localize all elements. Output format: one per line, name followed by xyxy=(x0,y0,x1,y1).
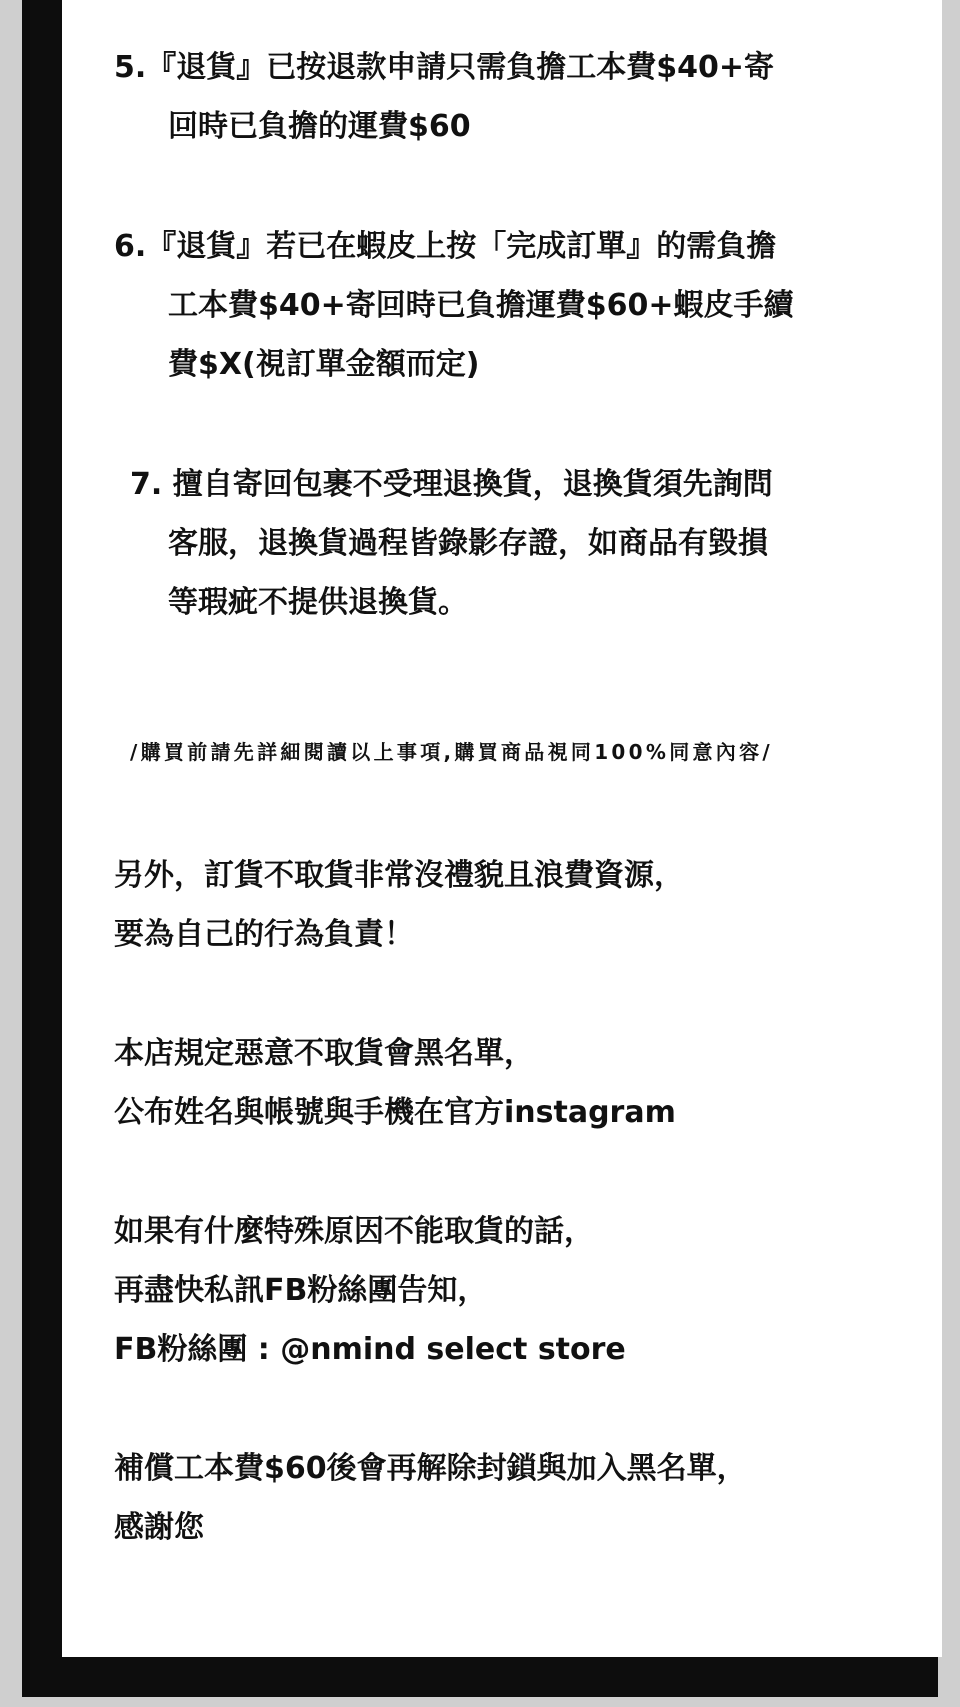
paragraph-line: 補償工本費$60後會再解除封鎖與加入黑名單， xyxy=(114,1451,747,1486)
paragraph-line: 本店規定惡意不取貨會黑名單， xyxy=(114,1036,534,1071)
paragraph-contact xyxy=(114,1202,874,1379)
paragraph-blacklist xyxy=(114,1024,874,1142)
policy-item-7 xyxy=(130,455,870,632)
item-line: 等瑕疵不提供退換貨。 xyxy=(168,585,468,620)
item-line: 費$X(視訂單金額而定) xyxy=(168,347,480,382)
paragraph-line: 感謝您 xyxy=(114,1510,204,1545)
paragraph-line: 公布姓名與帳號與手機在官方instagram xyxy=(114,1095,676,1130)
paragraph-line: FB粉絲團 : @nmind select store xyxy=(114,1332,626,1367)
item-line: 工本費$40+寄回時已負擔運費$60+蝦皮手續 xyxy=(168,288,794,323)
paragraph-compensation xyxy=(114,1439,874,1557)
paragraph-line: 要為自己的行為負責！ xyxy=(114,917,414,952)
paragraph-line: 另外，訂貨不取貨非常沒禮貌且浪費資源， xyxy=(114,858,684,893)
item-line: 客服，退換貨過程皆錄影存證，如商品有毀損 xyxy=(168,526,768,561)
item-line: 回時已負擔的運費$60 xyxy=(168,109,471,144)
paragraph-line: 如果有什麼特殊原因不能取貨的話， xyxy=(114,1214,594,1249)
policy-item-5 xyxy=(114,38,854,156)
item-line: 7. 擅自寄回包裹不受理退換貨，退換貨須先詢問 xyxy=(130,467,773,502)
paragraph-no-pickup xyxy=(114,846,874,964)
item-line: 5.『退貨』已按退款申請只需負擔工本費$40+寄 xyxy=(114,50,775,85)
purchase-notice: /購買前請先詳細閱讀以上事項,購買商品視同100%同意內容/ xyxy=(130,740,773,764)
policy-item-6 xyxy=(114,217,854,394)
paragraph-line: 再盡快私訊FB粉絲團告知， xyxy=(114,1273,488,1308)
item-line: 6.『退貨』若已在蝦皮上按「完成訂單』的需負擔 xyxy=(114,229,777,264)
